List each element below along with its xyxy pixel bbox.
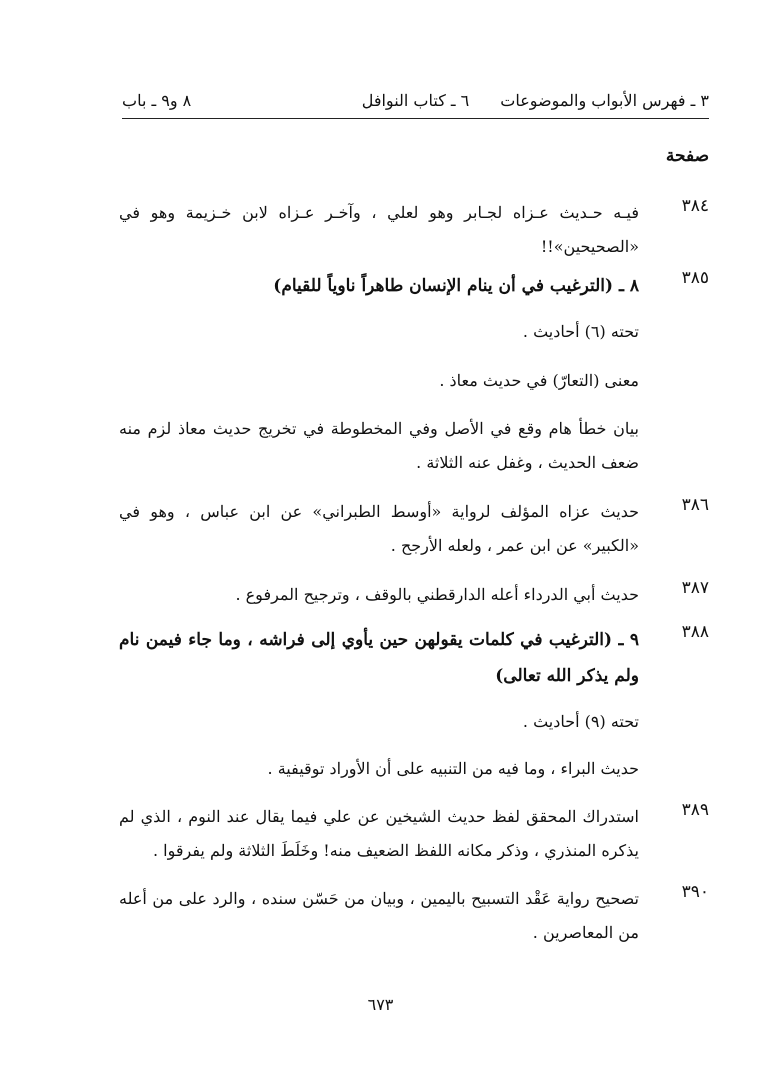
entry-text: معنى (التعارّ) في حديث معاذ . [439, 371, 639, 390]
entry-text: تصحيح رواية عَقْد التسبيح باليمين ، وبيان من حَسّن سنده ، والرد على من أعله من المعاصرين . [119, 889, 639, 942]
page-column-label: صفحة [665, 146, 709, 166]
index-entry [119, 315, 709, 351]
entry-text: حديث أبي الدرداء أعله الدارقطني بالوقف ، وترجيح المرفوع . [235, 585, 639, 604]
index-entry [119, 578, 709, 614]
index-entry-heading [119, 622, 709, 696]
entry-page-number: ٣٨٨ [681, 622, 709, 642]
running-header [122, 88, 709, 119]
entry-page-number: ٣٩٠ [681, 882, 709, 902]
entry-page-number: ٣٨٦ [681, 495, 709, 515]
header-chapter: ٨ و٩ ـ باب [122, 91, 192, 110]
header-book-title: ٦ ـ كتاب النوافل [361, 91, 470, 110]
entry-page-number: ٣٨٤ [681, 196, 709, 216]
entry-text: تحته (٩) أحاديث . [522, 712, 639, 731]
entry-text: استدراك المحقق لفظ حديث الشيخين عن علي فيما يقال عند النوم ، الذي لم يذكره المنذري ، وذكر مكانه اللفظ الضعيف منه! وخَلَطَ الثلاثة ولم يفرقوا . [119, 807, 639, 860]
index-entry [119, 752, 709, 788]
section-heading: ٩ ـ (الترغيب في كلمات يقولهن حين يأوي إلى فراشه ، وما جاء فيمن نام ولم يذكر الله تعالى) [119, 630, 639, 686]
section-heading: ٨ ـ (الترغيب في أن ينام الإنسان طاهراً ناوياً للقيام) [273, 276, 639, 296]
index-entry [119, 800, 709, 870]
index-entry [119, 705, 709, 741]
entry-text: فيـه حـديث عـزاه لجـابر وهو لعلي ، وآخـر عـزاه لابن خـزيمة وهو في «الصحيحين»!! [119, 203, 639, 256]
index-entry [119, 196, 709, 266]
header-section-title: ٣ ـ فهرس الأبواب والموضوعات [500, 91, 709, 110]
page-number: ٦٧٣ [367, 995, 394, 1014]
index-entry [119, 495, 709, 565]
entry-page-number: ٣٨٧ [681, 578, 709, 598]
entry-page-number: ٣٨٩ [681, 800, 709, 820]
entry-text: حديث عزاه المؤلف لرواية «أوسط الطبراني» عن ابن عباس ، وهو في «الكبير» عن ابن عمر ، ولعله الأرجح . [119, 502, 639, 555]
index-entry [119, 364, 709, 400]
index-entry [119, 412, 709, 482]
index-entry [119, 882, 709, 952]
entry-text: حديث البراء ، وما فيه من التنبيه على أن الأوراد توقيفية . [267, 759, 639, 778]
entry-text: تحته (٦) أحاديث . [522, 322, 639, 341]
entry-page-number: ٣٨٥ [681, 268, 709, 288]
index-entry-heading [119, 268, 709, 308]
entry-text: بيان خطأ هام وقع في الأصل وفي المخطوطة في تخريج حديث معاذ لزم منه ضعف الحديث ، وغفل عنه الثلاثة . [119, 419, 639, 472]
